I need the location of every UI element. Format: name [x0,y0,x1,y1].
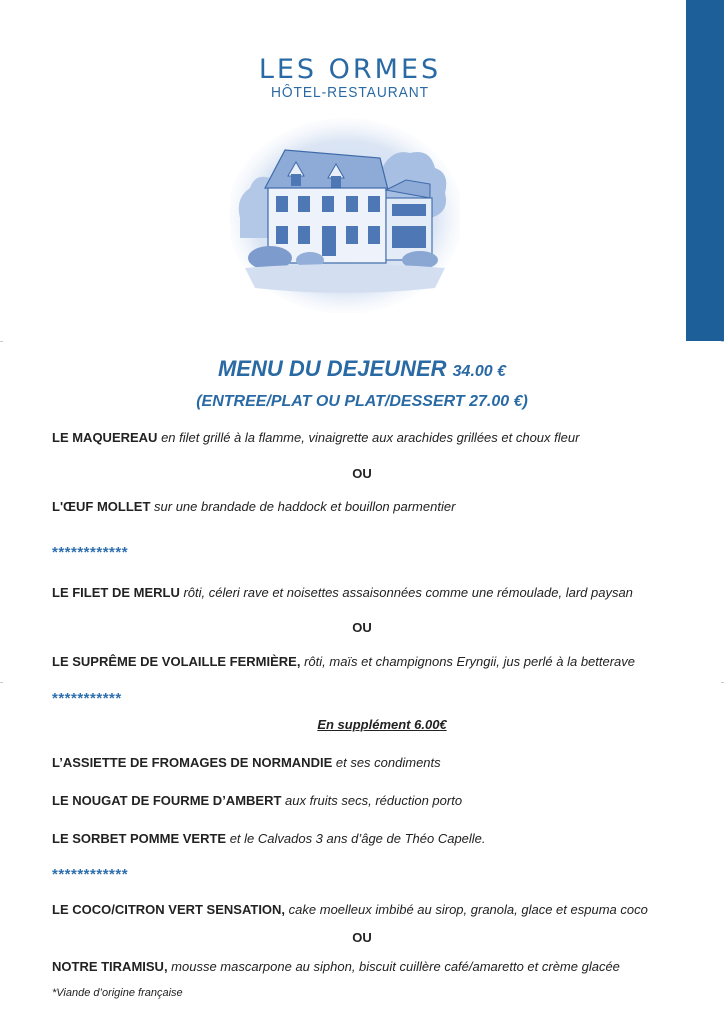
dish-description: aux fruits secs, réduction porto [281,793,463,808]
menu-title-text: MENU DU DEJEUNER [217,356,447,381]
menu-item [52,958,620,976]
menu-item [52,792,462,810]
menu-item [52,429,579,447]
menu-title [0,355,724,386]
dish-name: LE COCO/CITRON VERT SENSATION, [52,902,286,917]
menu-title-price: 34.00 € [452,363,507,380]
page-edge-mark [0,341,3,342]
or-separator: OU [352,466,372,481]
footnote: *Viande d’origine française [52,987,183,999]
menu-item [52,498,455,516]
dish-name: NOTRE TIRAMISU, [52,959,168,974]
hotel-illustration [230,118,460,313]
menu-item [52,754,441,772]
star-divider: ************ [52,544,129,561]
dish-description: mousse mascarpone au siphon, biscuit cuillère café/amaretto et crème glacée [167,959,620,974]
dish-name: LE MAQUEREAU [52,430,158,445]
menu-item [52,584,633,602]
logo-name: LES ORMES [258,54,442,85]
menu-item [52,653,635,671]
menu-item [52,830,486,848]
dish-name: LE SORBET POMME VERTE [52,831,227,846]
dish-description: sur une brandade de haddock et bouillon parmentier [150,499,456,514]
dish-description: et le Calvados 3 ans d’âge de Théo Capelle. [226,831,486,846]
dish-description: rôti, maïs et champignons Eryngii, jus perlé à la betterave [300,654,636,669]
dish-name: LE NOUGAT DE FOURME D’AMBERT [52,793,282,808]
menu-item [52,901,648,919]
dish-name: LE SUPRÊME DE VOLAILLE FERMIÈRE, [52,654,301,669]
dish-name: L'ŒUF MOLLET [52,499,151,514]
restaurant-logo [230,55,470,101]
blue-side-bar [686,0,724,341]
or-separator: OU [352,930,372,945]
or-separator: OU [352,620,372,635]
page-edge-mark [0,682,3,683]
logo-subtitle: HÔTEL-RESTAURANT [270,85,430,101]
supplement-label: En supplément 6.00€ [317,717,447,732]
dish-description: cake moelleux imbibé au sirop, granola, glace et espuma coco [285,902,648,917]
menu-subtitle: (ENTREE/PLAT OU PLAT/DESSERT 27.00 €) [196,393,528,410]
dish-description: et ses condiments [332,755,441,770]
dish-name: L’ASSIETTE DE FROMAGES DE NORMANDIE [52,755,333,770]
star-divider: ************ [52,866,129,883]
dish-description: en filet grillé à la flamme, vinaigrette aux arachides grillées et choux fleur [157,430,580,445]
dish-name: LE FILET DE MERLU [52,585,180,600]
dish-description: rôti, céleri rave et noisettes assaisonnées comme une rémoulade, lard paysan [179,585,633,600]
star-divider: *********** [52,690,122,707]
